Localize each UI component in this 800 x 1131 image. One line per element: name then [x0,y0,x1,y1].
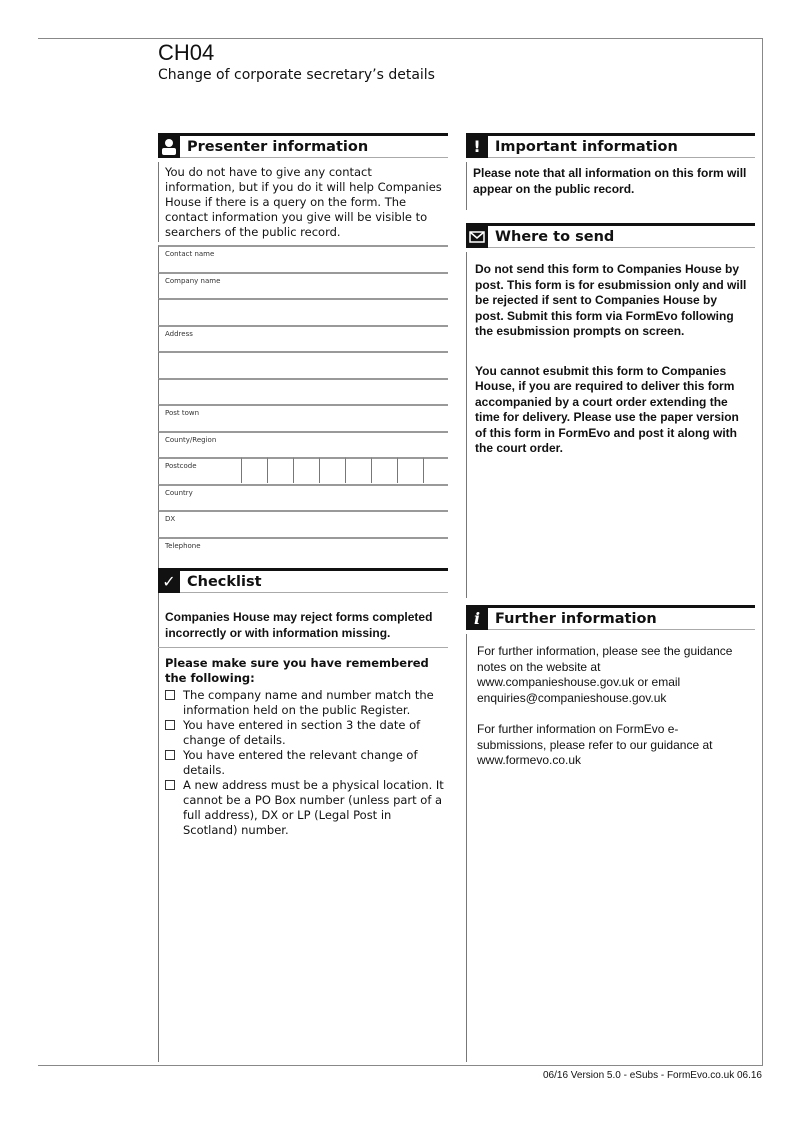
divider [158,647,448,648]
field-label: Contact name [165,250,215,258]
field-label: County/Region [165,435,217,444]
footer-version: 06/16 Version 5.0 - eSubs - FormEvo.co.uk 06.16 [542,1070,762,1081]
right-rule [762,38,763,1066]
person-icon [158,136,180,158]
presenter-header [158,133,448,158]
checklist-body [165,656,447,838]
checklist-item [165,688,447,718]
field-label: Company name [165,276,221,285]
field-label: Address [165,329,193,338]
presenter-heading: Presenter information [187,138,369,155]
field-label: Post town [165,409,200,417]
checklist-item [165,718,447,748]
presenter-field-input[interactable] [158,351,448,378]
checklist-item-text: You have entered the relevant change of details. [183,748,418,777]
presenter-field-input[interactable] [158,537,448,564]
further-paragraph-1: For further information, please see the guidance notes on the website at www.companieshouse.gov.uk or email enquiries@companieshouse.gov.uk [477,644,733,705]
checklist-item-text: The company name and number match the information held on the public Register. [183,688,434,717]
exclamation-icon: ! [466,136,488,158]
checkbox-icon[interactable] [165,780,175,790]
important-header [466,133,755,158]
checklist-item [165,748,447,778]
info-icon: i [466,608,488,630]
presenter-field-input[interactable] [158,431,448,458]
checklist-header [158,568,448,593]
postcode-char-box[interactable] [267,457,290,483]
checklist-item-text: You have entered in section 3 the date of change of details. [183,718,421,747]
checklist-heading: Checklist [187,573,262,590]
checklist-warning: Companies House may reject forms completed incorrectly or with information missing. [165,610,433,640]
presenter-intro: You do not have to give any contact information, but if you do it will help Companies House if there is a query on the form. The contact information you give will be visible to searchers of the public record. [158,162,448,242]
presenter-field-input[interactable] [158,484,448,511]
bottom-rule [38,1065,762,1066]
postcode-char-box[interactable] [293,457,316,483]
presenter-field-input[interactable] [158,272,448,299]
important-heading: Important information [495,138,678,155]
checkbox-icon[interactable] [165,750,175,760]
presenter-field-input[interactable] [158,325,448,352]
presenter-field-input[interactable] [158,510,448,537]
presenter-field-input[interactable] [158,404,448,431]
field-label: Postcode [165,462,197,470]
postcode-char-box[interactable] [345,457,368,483]
presenter-field-input[interactable] [158,245,448,272]
form-code: CH04 [158,40,215,65]
presenter-field-input[interactable] [158,457,448,484]
further-body [466,634,755,1062]
field-label: Country [165,488,193,497]
checkbox-icon[interactable] [165,690,175,700]
field-label: Telephone [165,541,201,550]
checklist-item-text: A new address must be a physical location. It cannot be a PO Box number (unless part of a full address), DX or LP (Legal Post in Scotland) number. [183,778,444,837]
further-header [466,605,755,630]
checklist-item [165,778,447,838]
postcode-char-box[interactable] [397,457,420,483]
postcode-char-box[interactable] [319,457,342,483]
checklist-lead: Please make sure you have remembered the following: [165,656,429,685]
postcode-char-box[interactable] [371,457,394,483]
form-title: Change of corporate secretary’s details [158,67,435,83]
important-text: Please note that all information on this form will appear on the public record. [466,162,755,210]
envelope-icon [466,226,488,248]
where-paragraph-2: You cannot esubmit this form to Companies House, if you are required to deliver this form accompanied by a court order extending the time for delivery. Please use the paper version of this form in FormEvo and post it along with the court order. [475,363,739,455]
where-heading: Where to send [495,228,615,245]
further-paragraph-2: For further information on FormEvo e-submissions, please refer to our guidance at www.formevo.co.uk [477,722,713,767]
left-column-rule [158,560,159,1062]
postcode-char-box[interactable] [423,457,446,483]
presenter-field-input[interactable] [158,378,448,405]
where-header [466,223,755,248]
checkmark-icon: ✓ [158,571,180,593]
checkbox-icon[interactable] [165,720,175,730]
presenter-field-input[interactable] [158,298,448,325]
postcode-char-box[interactable] [241,457,264,483]
where-paragraph-1: Do not send this form to Companies House by post. This form is for esubmission only and will be rejected if sent to Companies House by post. Submit this form via FormEvo following the esubmission prompts on screen. [475,262,747,338]
top-rule [38,38,762,39]
where-body [466,252,755,598]
further-heading: Further information [495,610,657,627]
field-label: DX [165,515,176,523]
